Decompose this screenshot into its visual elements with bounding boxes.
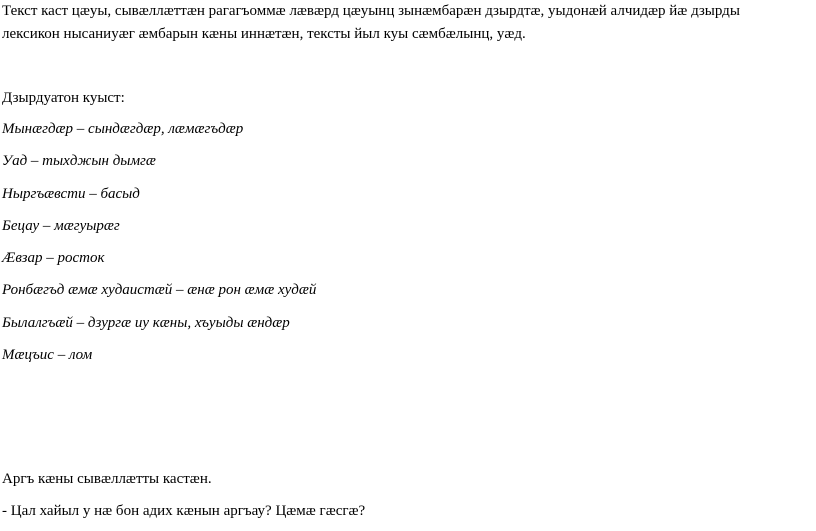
vocab-item: Ронбæгъд æмæ худаистæй – æнæ рон æмæ худæй xyxy=(2,282,317,298)
vocab-heading: Дзырдуатон куыст: xyxy=(2,90,125,106)
task-line-2: - Цал хайыл у нæ бон адих кæнын аргъау? Цæмæ гæсгæ? xyxy=(2,503,366,519)
intro-line-2: лексикон нысаниуæг æмбарын кæны иннæтæн, тексты йыл куы сæмбæлынц, уæд. xyxy=(2,26,526,42)
vocab-item: Мæцъис – лом xyxy=(2,347,93,363)
vocab-item: Мынæгдæр – сындæгдæр, лæмæгъдæр xyxy=(2,121,244,137)
vocab-item: Былалгъæй – дзургæ иу кæны, хъуыды æндæр xyxy=(2,315,290,331)
vocab-item: Уад – тыхджын дымгæ xyxy=(2,153,156,169)
vocab-item: Ныргъæвсти – басыд xyxy=(2,186,140,202)
task-line-1: Аргъ кæны сывæллæтты кастæн. xyxy=(2,471,212,487)
intro-line-1: Текст каст цæуы, сывæллæттæн рагагъоммæ лæвæрд цæуынц зынæмбарæн дзырдтæ, уыдонæй алчидæр йæ дзырды xyxy=(2,3,740,19)
vocab-item: Бецау – мæгуырæг xyxy=(2,218,120,234)
vocab-item: Æвзар – росток xyxy=(2,250,105,266)
